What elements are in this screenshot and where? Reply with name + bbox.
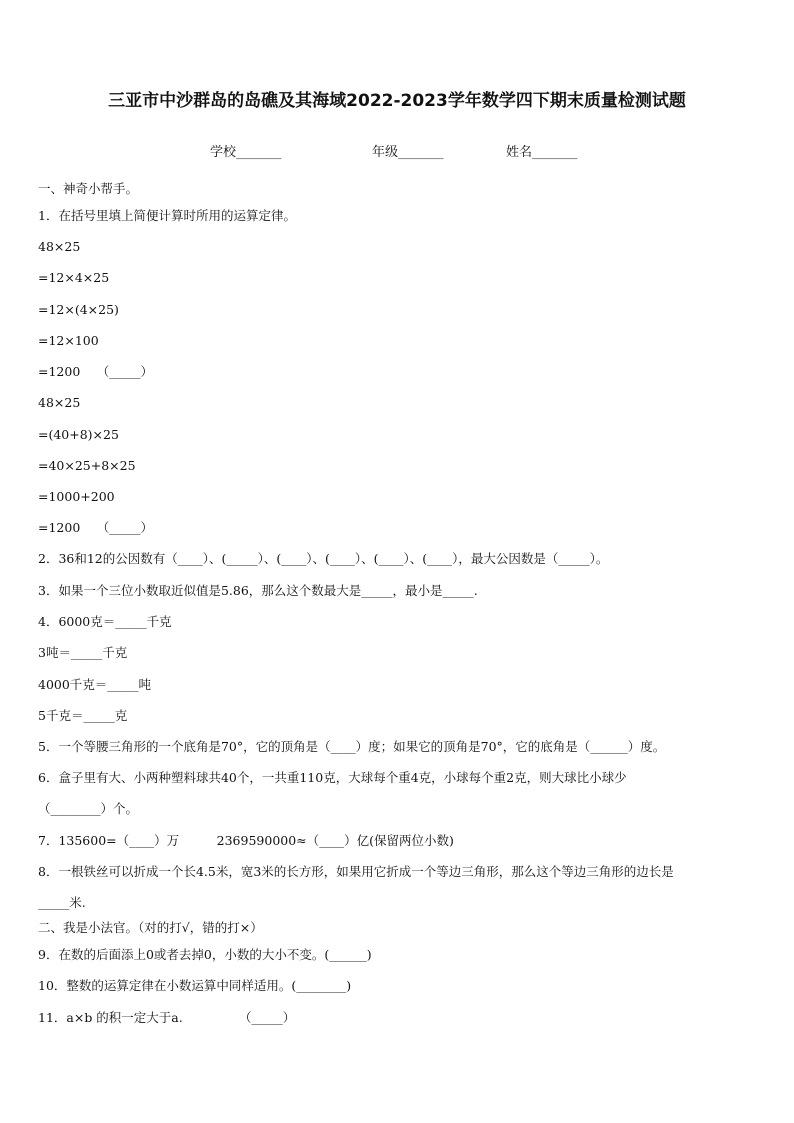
- question-4-part: 4000千克＝_____吨: [38, 677, 152, 692]
- calc-line: 48×25: [38, 239, 81, 254]
- question-6-cont: （________）个。: [38, 801, 139, 816]
- question-4-part: 3吨＝_____千克: [38, 645, 128, 660]
- section-2-heading: 二、我是小法官。（对的打√，错的打×）: [38, 920, 263, 935]
- question-6: 6．盒子里有大、小两种塑料球共40个，一共重110克，大球每个重4克，小球每个重2克，则大球比小球少: [38, 770, 627, 785]
- calc-line: =(40+8)×25: [38, 427, 119, 442]
- question-7: 7．135600=（____）万 2369590000≈（____）亿(保留两位小数): [38, 833, 454, 848]
- calc-line: =12×(4×25): [38, 302, 119, 317]
- question-11: 11．a×b 的积一定大于a. （_____）: [38, 1010, 296, 1025]
- section-1-heading: 一、神奇小帮手。: [38, 181, 139, 196]
- name-field: 姓名_______: [506, 145, 578, 160]
- calc-line: =1200 （_____）: [38, 520, 154, 535]
- question-1: 1．在括号里填上简便计算时所用的运算定律。: [38, 208, 296, 223]
- question-4-part: 5千克＝_____克: [38, 708, 128, 723]
- question-8: 8．一根铁丝可以折成一个长4.5米，宽3米的长方形，如果用它折成一个等边三角形，那么这个等边三角形的边长是: [38, 864, 674, 879]
- question-2: 2．36和12的公因数有（____）、(_____）、(____）、(____）、(____）、(____），最大公因数是（_____）。: [38, 551, 609, 566]
- calc-line: =1200 （_____）: [38, 364, 154, 379]
- school-field: 学校_______: [210, 145, 282, 160]
- calc-line: 48×25: [38, 395, 81, 410]
- question-9: 9．在数的后面添上0或者去掉0，小数的大小不变。(______): [38, 947, 372, 962]
- question-10: 10．整数的运算定律在小数运算中同样适用。(________): [38, 978, 352, 993]
- question-8-cont: _____米.: [38, 895, 86, 910]
- question-4: 4．6000克＝_____千克: [38, 614, 172, 629]
- calc-line: =1000+200: [38, 489, 115, 504]
- question-3: 3．如果一个三位小数取近似值是5.86，那么这个数最大是_____，最小是_____.: [38, 583, 478, 598]
- grade-field: 年级_______: [372, 145, 444, 160]
- calc-line: =12×4×25: [38, 270, 110, 285]
- calc-line: =12×100: [38, 333, 99, 348]
- exam-title: 三亚市中沙群岛的岛礁及其海域2022-2023学年数学四下期末质量检测试题: [108, 91, 686, 111]
- calc-line: =40×25+8×25: [38, 458, 136, 473]
- question-5: 5．一个等腰三角形的一个底角是70°，它的顶角是（____）度；如果它的顶角是70°，它的底角是（______）度。: [38, 739, 666, 754]
